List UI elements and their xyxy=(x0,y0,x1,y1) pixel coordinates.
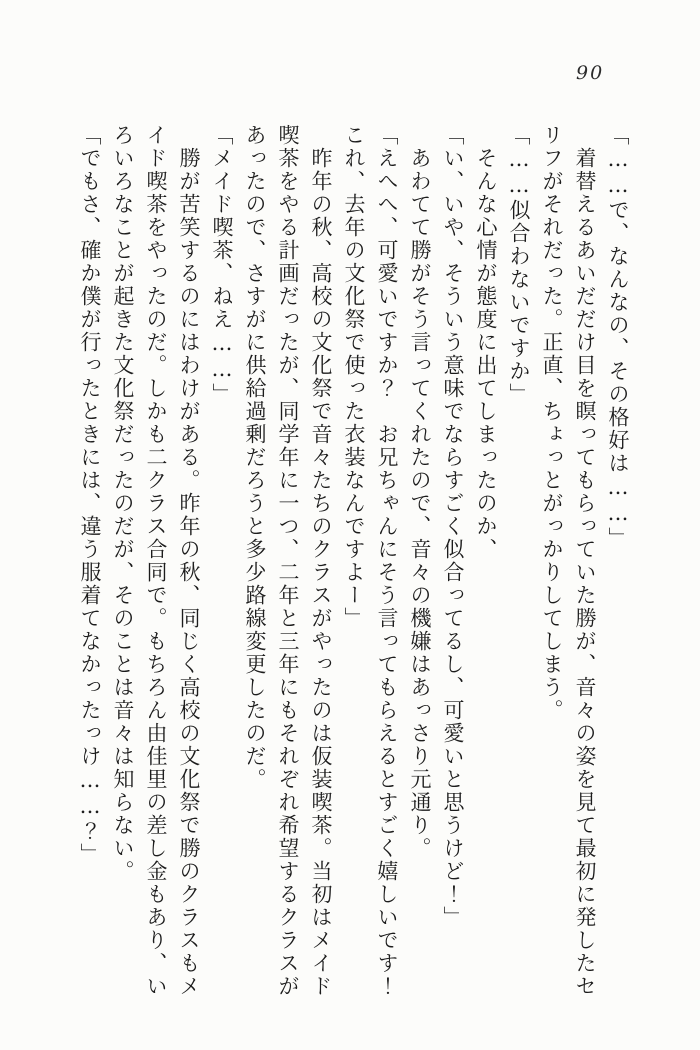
text-line: 「い、いや、そういう意味でならすごく似合ってるし、可愛いと思うけど！」 xyxy=(441,124,465,929)
text-line: 着替えるあいだだけ目を瞑ってもらっていた勝が、音々の姿を見て最初に発したセ xyxy=(573,124,597,998)
text-line: これ、去年の文化祭で使った衣装なんですよー」 xyxy=(342,124,366,630)
text-line: 「メイド喫茶、ねえ……」 xyxy=(210,124,234,406)
page-text xyxy=(73,124,634,1016)
text-line: イド喫茶をやったのだ。しかも二クラス合同で。もちろん由佳里の差し金もあり、い xyxy=(144,124,168,998)
text-line: ろいろなことが起きた文化祭だったのだが、そのことは音々は知らない。 xyxy=(111,124,135,883)
text-line: 「えへへ、可愛いですか？ お兄ちゃんにそう言ってもらえるとすごく嬉しいです！ xyxy=(375,124,399,998)
text-line: 昨年の秋、高校の文化祭で音々たちのクラスがやったのは仮装喫茶。当初はメイド xyxy=(309,124,333,998)
text-line: 「……似合わないですか」 xyxy=(507,124,531,406)
text-line: そんな心情が態度に出てしまったのか、 xyxy=(474,124,498,561)
page-number: 90 xyxy=(576,62,605,84)
text-line: 勝が苦笑するのにはわけがある。昨年の秋、同じく高校の文化祭で勝のクラスもメ xyxy=(177,124,201,998)
text-line: 喫茶をやる計画だったが、同学年に一つ、二年と三年にもそれぞれ希望するクラスが xyxy=(276,124,300,998)
text-line: リフがそれだった。正直、ちょっとがっかりしてしまう。 xyxy=(540,124,564,722)
text-line: 「でもさ、確か僕が行ったときには、違う服着てなかったっけ……？」 xyxy=(78,124,102,866)
text-line: あったので、さすがに供給過剰だろうと多少路線変更したのだ。 xyxy=(243,124,267,791)
text-line: あわてて勝がそう言ってくれたので、音々の機嫌はあっさり元通り。 xyxy=(408,124,432,860)
text-line: 「……で、なんなの、その格好は……」 xyxy=(606,124,630,550)
